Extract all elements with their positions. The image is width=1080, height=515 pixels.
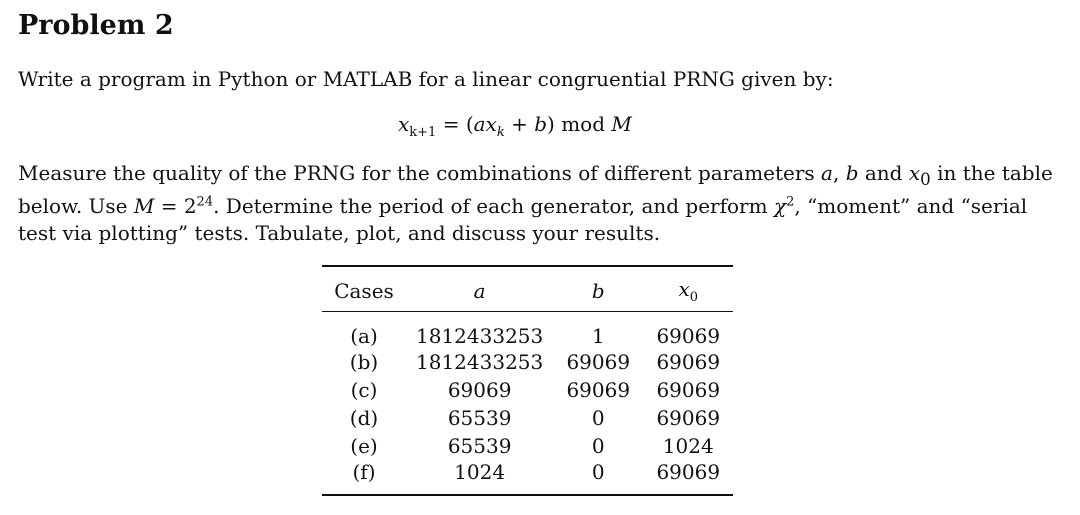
value-x0: 69069 (656, 324, 721, 348)
value-b: 0 (591, 460, 605, 484)
lcg-equation: $x_{k+1} = (ax_k + b)$ mod M (398, 112, 632, 140)
value-b: 1 (591, 324, 605, 348)
parameters-table (322, 265, 733, 496)
value-b: 69069 (566, 378, 631, 402)
case-label: (f) (352, 460, 376, 484)
value-x0: 69069 (656, 378, 721, 402)
table-row (322, 312, 733, 349)
case-label: (d) (349, 406, 379, 430)
value-b: 69069 (566, 350, 631, 374)
value-a: 1024 (454, 460, 506, 484)
problem-title: Problem 2 (18, 10, 174, 41)
value-a: 69069 (447, 378, 512, 402)
header-x0: $x_0$ (643, 266, 733, 312)
instructions-text: Measure the quality of the PRNG for the combinations of different parameters a, b and $x_0$ in the table below. Use $M = 2^{24}$. Determine the period of each generator, and perform $\chi^2$, “moment” and “serial test via plotting” tests. Tabulate, plot, and discuss your results. (18, 161, 1053, 245)
value-b: 0 (591, 434, 605, 458)
header-cases: Cases (322, 266, 406, 312)
header-a: a (406, 266, 553, 312)
value-x0: 69069 (656, 350, 721, 374)
case-label: (c) (350, 378, 378, 402)
table-row (322, 404, 733, 432)
value-b: 0 (591, 406, 605, 430)
value-x0: 69069 (656, 406, 721, 430)
table-row (322, 348, 733, 376)
table-row (322, 432, 733, 460)
table-row (322, 376, 733, 404)
value-x0: 69069 (656, 460, 721, 484)
header-b: b (553, 266, 643, 312)
value-x0: 1024 (662, 434, 714, 458)
table-row (322, 460, 733, 495)
value-a: 1812433253 (416, 350, 544, 374)
value-a: 1812433253 (416, 324, 544, 348)
case-label: (a) (350, 324, 378, 348)
value-a: 65539 (447, 406, 512, 430)
intro-text: Write a program in Python or MATLAB for a linear congruential PRNG given by: (18, 67, 834, 91)
table-header-row (322, 266, 733, 312)
value-a: 65539 (447, 434, 512, 458)
case-label: (b) (349, 350, 379, 374)
case-label: (e) (350, 434, 378, 458)
